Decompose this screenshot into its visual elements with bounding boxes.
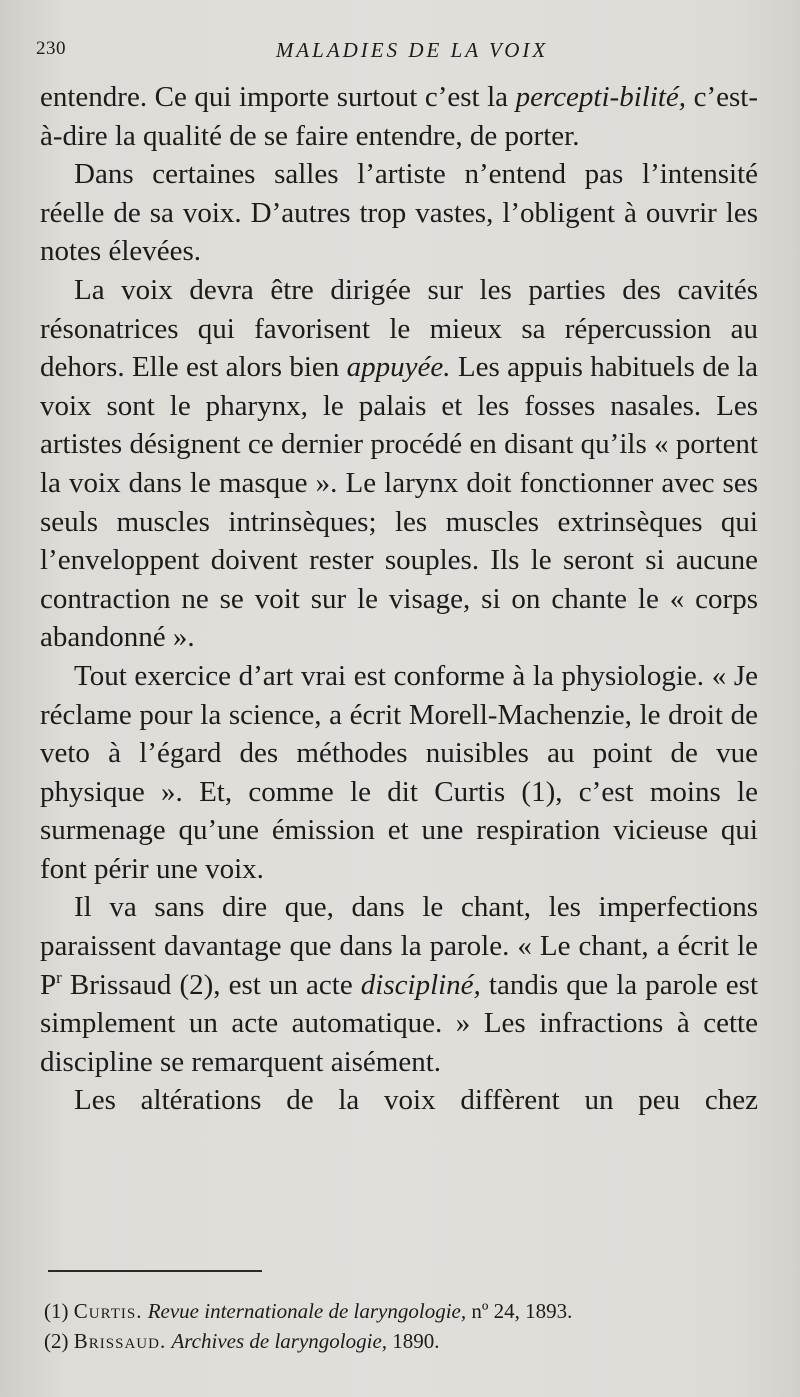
paragraph-3 <box>40 271 758 657</box>
paragraph-1-text-a: entendre. Ce qui importe surtout c’est la <box>40 81 516 113</box>
paragraph-5 <box>40 888 758 1081</box>
footnote-1-author: Curtis. <box>73 1299 143 1323</box>
paragraph-4: Tout exercice d’art vrai est conforme à la physiologie. « Je réclame pour la science, a écrit Morell-Machenzie, le droit de veto à l’égard des méthodes nuisibles au point de vue physique ». Et, comme le dit Curtis (1), c’est moins le surmenage qu’une émission et une respiration vicieuse qui font périr une voix. <box>40 659 758 885</box>
footnote-2-title: Archives de laryngologie, <box>171 1329 388 1353</box>
footnote-divider <box>48 1270 262 1272</box>
paragraph-1-text-c: c’est-à-dire la qualité de se faire entendre, de porter. <box>40 81 759 152</box>
paragraph-1-italic: percepti-bilité, <box>515 81 687 113</box>
body-text <box>40 78 758 1120</box>
footnote-1 <box>44 1296 758 1326</box>
footnote-2-details: 1890. <box>387 1329 440 1353</box>
paragraph-6: Les altérations de la voix diffèrent un peu chez <box>74 1084 758 1117</box>
running-title: MALADIES DE LA VOIX <box>275 38 549 62</box>
footnote-2 <box>44 1326 758 1356</box>
footnote-1-details: nº 24, 1893. <box>466 1299 573 1323</box>
paragraph-5-text-b: Brissaud (2), est un acte <box>61 968 361 1001</box>
page-number: 230 <box>36 38 66 59</box>
paragraph-5-text-a: Il va sans dire que, dans le chant, les imperfections paraissent davantage que dans la parole. « Le chant, a écrit le P <box>40 891 758 1001</box>
paragraph-3-italic: appuyée. <box>346 351 451 384</box>
paragraph-3-text-c: Les appuis habituels de la voix sont le pharynx, le palais et les fosses nasales. Les artistes désignent ce dernier procédé en disant qu’ils « portent la voix dans le masque ». Le larynx doit fonctionner avec ses seuls muscles intrinsèques; les muscles extrinsèques qui l’enveloppent doivent rester souples. Ils le seront si aucune contraction ne se voit sur le visage, si on chante le « corps abandonné ». <box>40 351 758 654</box>
paragraph-3-text-a: La voix devra être dirigée sur les parties des cavités résonatrices qui favorisent le mieux sa répercussion au dehors. Elle est alors bien <box>40 273 758 384</box>
footnote-2-number: (2) <box>44 1329 69 1353</box>
paragraph-2: Dans certaines salles l’artiste n’entend pas l’intensité réelle de sa voix. D’autres trop vastes, l’obligent à ouvrir les notes élevées. <box>40 158 758 268</box>
paragraph-5-text-d: tandis que la parole est simplement un acte automatique. » Les infractions à cette discipline se remarquent aisément. <box>40 968 758 1078</box>
page-header <box>36 38 758 68</box>
footnote-1-title: Revue internationale de laryngologie, <box>147 1299 467 1323</box>
footnote-2-author: Brissaud. <box>73 1329 167 1353</box>
paragraph-1 <box>40 78 758 155</box>
footnote-1-number: (1) <box>44 1299 69 1323</box>
paragraph-5-italic: discipliné, <box>360 968 481 1001</box>
footnotes <box>44 1296 758 1356</box>
paragraph-5-superscript: r <box>56 967 62 987</box>
